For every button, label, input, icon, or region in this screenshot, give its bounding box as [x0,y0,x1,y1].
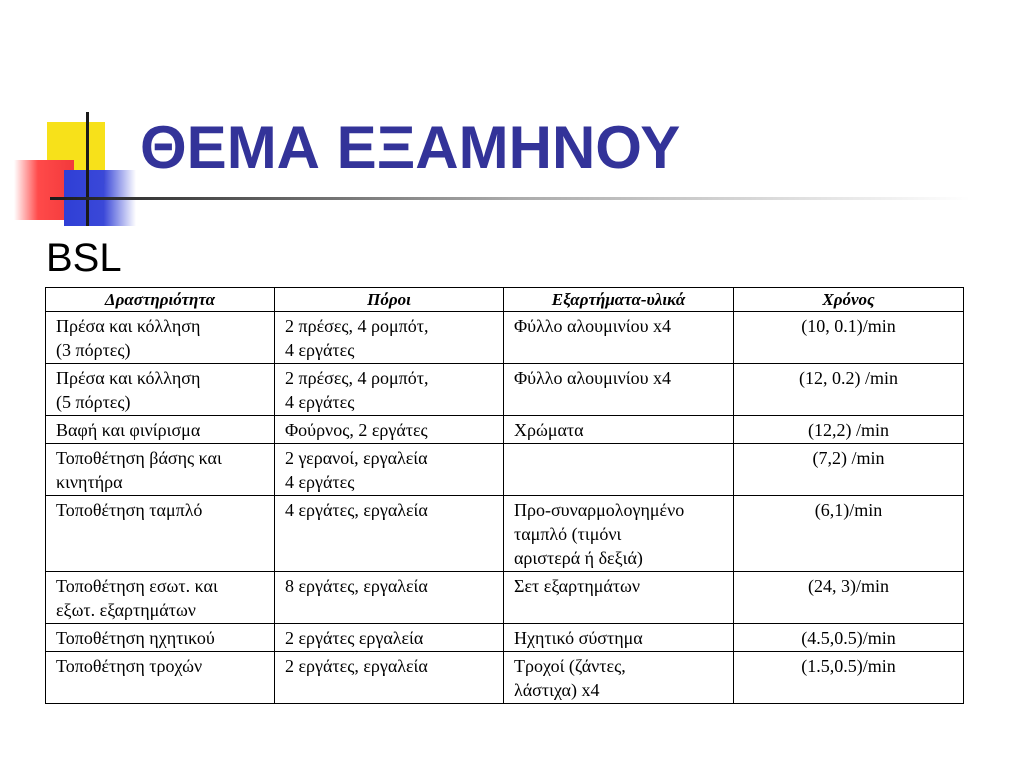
cell-activity: Πρέσα και κόλληση (5 πόρτες) [46,364,275,416]
table-row [46,312,964,364]
cell-resources: 4 εργάτες, εργαλεία [275,496,504,572]
header-activity: Δραστηριότητα [46,288,275,312]
cell-components: Προ-συναρμολογημένο ταμπλό (τιμόνι αριστερά ή δεξιά) [504,496,734,572]
table-row [46,364,964,416]
cell-time: (7,2) /min [734,444,964,496]
table-row [46,572,964,624]
cell-components: Φύλλο αλουμινίου x4 [504,364,734,416]
table-row [46,624,964,652]
slide-title: ΘΕΜΑ ΕΞΑΜΗΝΟΥ [140,114,681,181]
cell-activity: Βαφή και φινίρισμα [46,416,275,444]
cell-resources: 2 γερανοί, εργαλεία 4 εργάτες [275,444,504,496]
table-row [46,444,964,496]
cell-time: (4.5,0.5)/min [734,624,964,652]
cell-components: Ηχητικό σύστημα [504,624,734,652]
cell-activity: Τοποθέτηση ταμπλό [46,496,275,572]
slide-subtitle: BSL [46,236,122,280]
cell-components [504,444,734,496]
logo-vertical-line [86,112,89,226]
cell-time: (1.5,0.5)/min [734,652,964,704]
table-row [46,496,964,572]
table-row [46,416,964,444]
table-header-row [46,288,964,312]
header-components: Εξαρτήματα-υλικά [504,288,734,312]
cell-activity: Τοποθέτηση εσωτ. και εξωτ. εξαρτημάτων [46,572,275,624]
cell-activity: Τοποθέτηση τροχών [46,652,275,704]
title-underline [50,197,970,200]
cell-activity: Τοποθέτηση ηχητικού [46,624,275,652]
header-time: Χρόνος [734,288,964,312]
cell-resources: 8 εργάτες, εργαλεία [275,572,504,624]
cell-components: Φύλλο αλουμινίου x4 [504,312,734,364]
cell-resources: 2 πρέσες, 4 ρομπότ, 4 εργάτες [275,364,504,416]
cell-time: (12, 0.2) /min [734,364,964,416]
cell-resources: Φούρνος, 2 εργάτες [275,416,504,444]
table-row [46,652,964,704]
cell-time: (12,2) /min [734,416,964,444]
cell-components: Σετ εξαρτημάτων [504,572,734,624]
cell-components: Χρώματα [504,416,734,444]
cell-resources: 2 εργάτες, εργαλεία [275,652,504,704]
cell-time: (24, 3)/min [734,572,964,624]
cell-components: Τροχοί (ζάντες, λάστιχα) x4 [504,652,734,704]
cell-activity: Πρέσα και κόλληση (3 πόρτες) [46,312,275,364]
cell-resources: 2 εργάτες εργαλεία [275,624,504,652]
cell-time: (6,1)/min [734,496,964,572]
cell-activity: Τοποθέτηση βάσης και κινητήρα [46,444,275,496]
activity-table [45,287,964,704]
cell-resources: 2 πρέσες, 4 ρομπότ, 4 εργάτες [275,312,504,364]
header-resources: Πόροι [275,288,504,312]
cell-time: (10, 0.1)/min [734,312,964,364]
